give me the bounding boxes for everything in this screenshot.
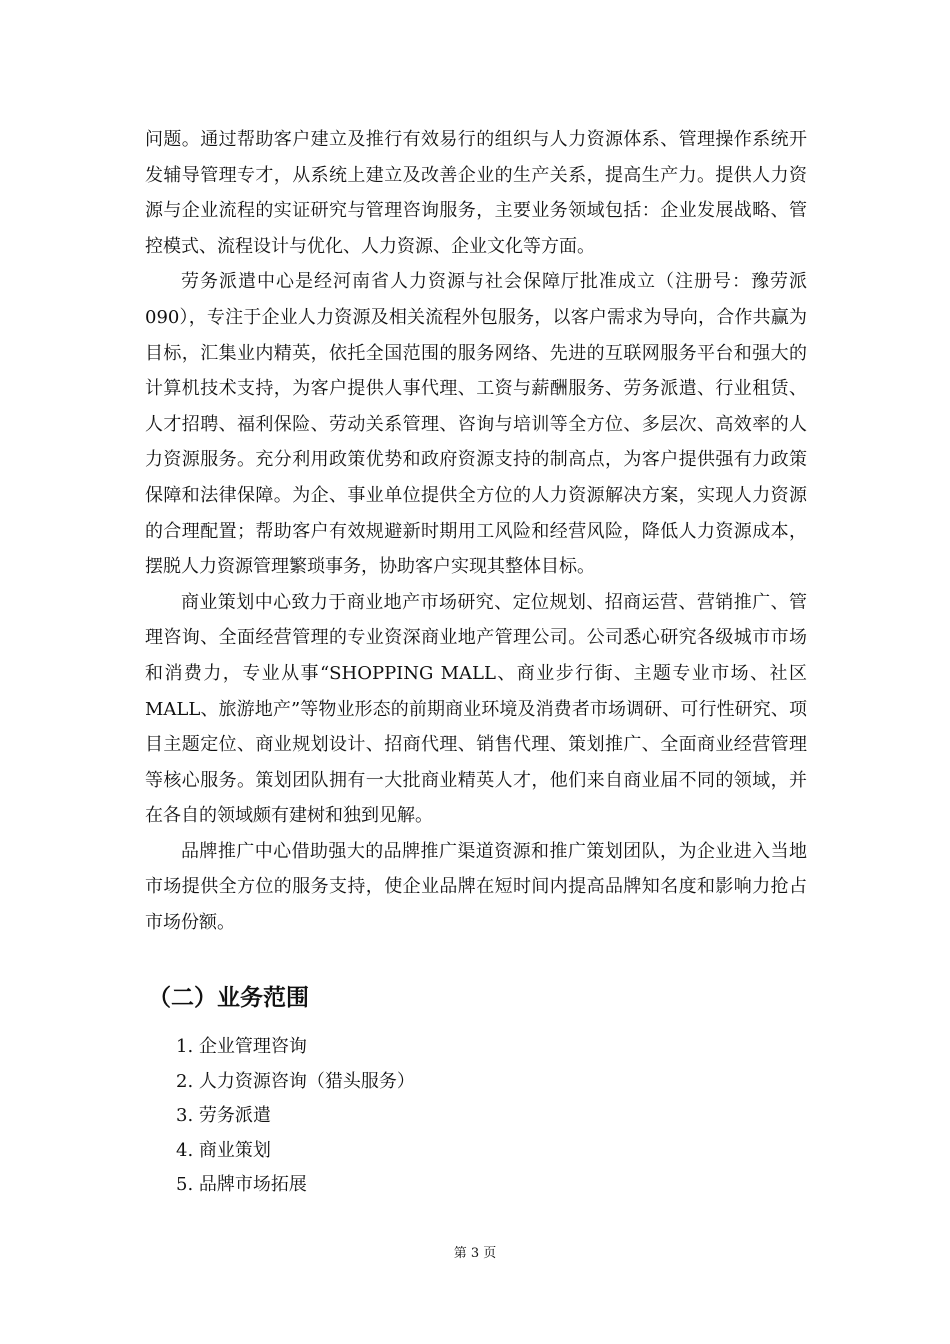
section-title: （二）业务范围 bbox=[148, 985, 309, 1011]
list-item: 2. 人力资源咨询（猎头服务） bbox=[176, 1070, 415, 1092]
paragraph-labor-dispatch: 劳务派遣中心是经河南省人力资源与社会保障厅批准成立（注册号：豫劳派090），专注于企业人力资源及相关流程外包服务，以客户需求为导向，合作共赢为目标，汇集业内精英，依托全国范围的服务网络、先进的互联网服务平台和强大的计算机技术支持，为客户提供人事代理、工资与薪酬服务、劳务派遣、行业租赁、人才招聘、福利保险、劳动关系管理、咨询与培训等全方位、多层次、高效率的人力资源服务。充分利用政策优势和政府资源支持的制高点，为客户提供强有力政策保障和法律保障。为企、事业单位提供全方位的人力资源解决方案，实现人力资源的合理配置；帮助客户有效规避新时期用工风险和经营风险，降低人力资源成本，摆脱人力资源管理繁琐事务，协助客户实现其整体目标。 bbox=[145, 271, 807, 578]
page-number: 第 3 页 bbox=[453, 1246, 497, 1261]
body-text bbox=[145, 122, 807, 941]
list-item: 1. 企业管理咨询 bbox=[176, 1036, 307, 1057]
paragraph-brand-promotion: 品牌推广中心借助强大的品牌推广渠道资源和推广策划团队，为企业进入当地市场提供全方位的服务支持，使企业品牌在短时间内提高品牌知名度和影响力抢占市场份额。 bbox=[145, 840, 807, 934]
list-item: 4. 商业策划 bbox=[176, 1139, 271, 1161]
paragraph-commercial-planning: 商业策划中心致力于商业地产市场研究、定位规划、招商运营、营销推广、管理咨询、全面经营管理的专业资深商业地产管理公司。公司悉心研究各级城市市场和消费力，专业从事“SHOPPING MALL、商业步行街、主题专业市场、社区MALL、旅游地产”等物业形态的前期商业环境及消费者市场调研、可行性研究、项目主题定位、商业规划设计、招商代理、销售代理、策划推广、全面商业经营管理等核心服务。策划团队拥有一大批商业精英人才，他们来自商业届不同的领域，并在各自的领域颇有建树和独到见解。 bbox=[145, 591, 807, 827]
list-item: 5. 品牌市场拓展 bbox=[176, 1174, 307, 1195]
list-item: 3. 劳务派遣 bbox=[176, 1105, 271, 1126]
paragraph-consulting-continued: 问题。通过帮助客户建立及推行有效易行的组织与人力资源体系、管理操作系统开发辅导管理专才，从系统上建立及改善企业的生产关系，提高生产力。提供人力资源与企业流程的实证研究与管理咨询服务，主要业务领域包括：企业发展战略、管控模式、流程设计与优化、人力资源、企业文化等方面。 bbox=[145, 129, 807, 257]
business-scope-list bbox=[176, 1030, 676, 1203]
